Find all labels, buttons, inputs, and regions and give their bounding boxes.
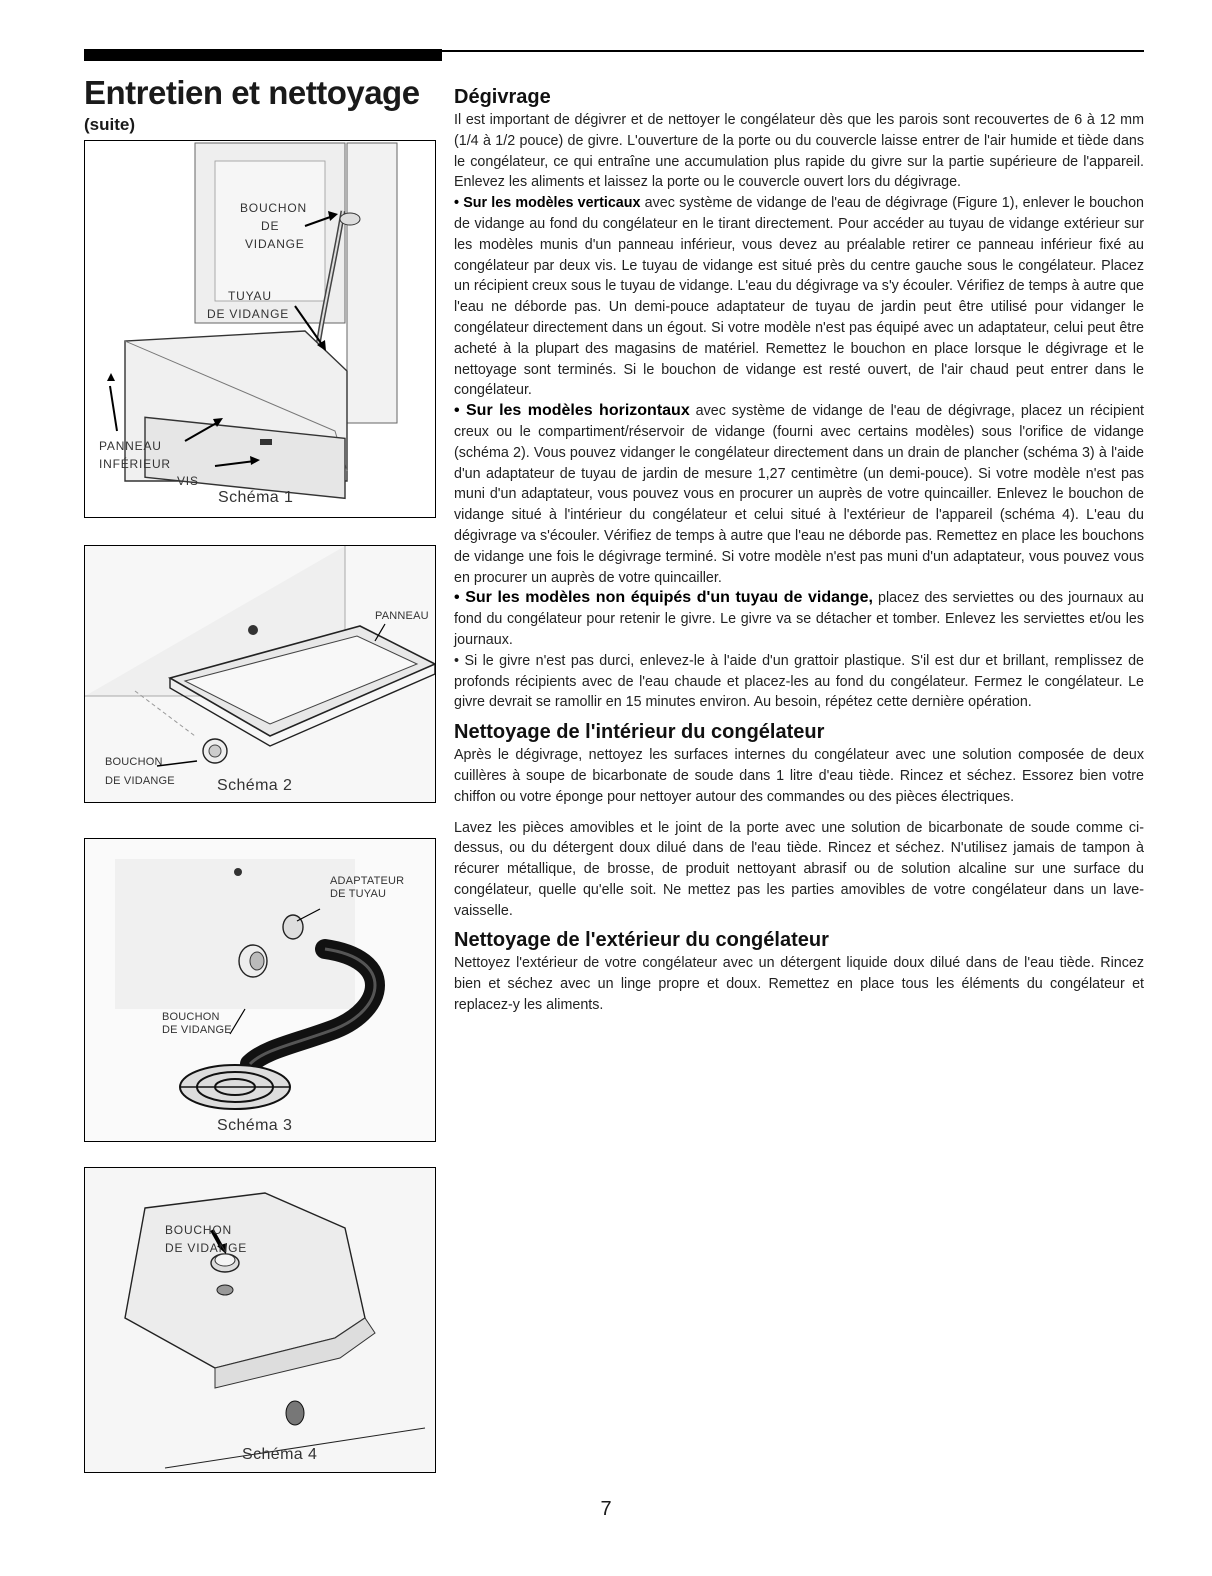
label-de-tuyau: DE TUYAU: [330, 888, 387, 900]
page-subtitle: (suite): [84, 115, 135, 134]
verticaux-text: avec système de vidange de l'eau de dégivrage (Figure 1), enlever le bouchon de vidange au fond du congélateur en le tirant directement. Pour accéder au tuyau de vidange extérieur sur les modèles munis d'un panneau inférieur, vous devez au préalable retirer ce panneau inférieur fixé au congélateur par deux vis. Le tuyau de vidange est situé près du centre gauche sous le congélateur. Placez un récipient creux sous le tuyau de vidange. L'eau du dégivrage va s'y écouler. Vérifiez de temps à autre que l'eau ne déborde pas. Un demi-pouce adaptateur de tuyau de jardin peut être utilisé pour vidanger le congélateur directement dans un égout. Si votre modèle n'est pas équipé avec un adaptateur, celui peut être acheté à la plupart des magasins de matériel. Remettez le bouchon en place lorsque le dégivrage et le nettoyage sont terminés. Si le bouchon de vidange est resté ouvert, de l'air chaud peut entrer dans le congélateur.: [454, 195, 1144, 399]
degivrage-horizontaux: [454, 401, 1144, 588]
degivrage-intro: Il est important de dégivrer et de nettoyer le congélateur dès que les parois sont recouvertes de 6 à 12 mm (1/4 à 1/2 pouce) de givre. L'ouverture de la porte ou du couvercle laisse entrer de l'air humide et tiède dans le congélateur, ce qui entraîne une accumulation plus rapide du givre sur la partie supérieure de l'appareil. Enlevez les aliments et laissez la porte ou le couvercle ouvert lors du dégivrage.: [454, 112, 1144, 191]
label-panneau: PANNEAU: [375, 610, 429, 622]
label-panneau: PANNEAU: [99, 439, 162, 453]
schema-3-caption: Schéma 3: [217, 1117, 293, 1134]
label-de-vidange: DE VIDANGE: [207, 307, 290, 321]
text-column: [454, 84, 1144, 1016]
label-inferieur: INFÉRIEUR: [99, 457, 171, 471]
page-title: Entretien et nettoyage: [84, 74, 420, 111]
header-rule-thin: [442, 50, 1144, 52]
interieur-p1: Après le dégivrage, nettoyez les surfaces internes du congélateur avec une solution composée de deux cuillères à soupe de bicarbonate de soude dans 1 litre d'eau tiède. Rincez et séchez. Essorez bien votre chiffon ou votre éponge pour nettoyer autour des commandes ou des pièces électriques.: [454, 747, 1144, 805]
schema-4-caption: Schéma 4: [242, 1446, 318, 1463]
label-bouchon: BOUCHON: [162, 1011, 220, 1023]
label-vis: VIS: [177, 474, 199, 488]
horizontaux-lead: • Sur les modèles horizontaux: [454, 402, 690, 420]
label-bouchon: BOUCHON: [165, 1223, 232, 1237]
section-title-exterieur: Nettoyage de l'extérieur du congélateur: [454, 929, 829, 952]
label-de-vidange: DE VIDANGE: [162, 1024, 232, 1036]
section-title-degivrage: Dégivrage: [454, 86, 551, 108]
figure-schema-2: [84, 545, 436, 803]
figure-schema-1: [84, 140, 436, 518]
figure-schema-4: [84, 1167, 436, 1473]
interieur-p2: Lavez les pièces amovibles et le joint de la porte avec une solution de bicarbonate de soude comme ci-dessus, ou du détergent doux dilué dans de l'eau tiède. Rincez et séchez. N'utilisez jamais de tampon à récurer métallique, de brosse, de produit nettoyant abrasif ou de solution alcaline sur une surface du congélateur, quelle qu'elle soit. Ne mettez pas les parties amovibles de votre congélateur dans un lave-vaisselle.: [454, 819, 1144, 919]
label-de: DE: [261, 219, 280, 233]
schema-4-illustration: [85, 1168, 436, 1473]
non-equipes-text: placez des serviettes ou des journaux au fond du congélateur pour retenir le givre. Le givre va se détacher et tomber. Enlevez les serviettes et/ou les journaux.: [454, 590, 1145, 648]
label-tuyau: TUYAU: [228, 289, 272, 303]
figure-schema-3: [84, 838, 436, 1142]
degivrage-verticaux: [454, 193, 1144, 401]
label-adaptateur: ADAPTATEUR: [330, 875, 405, 887]
section-title-interieur: Nettoyage de l'intérieur du congélateur: [454, 721, 825, 744]
horizontaux-text: avec système de vidange de l'eau de dégivrage, placez un récipient creux ou le compartiment/réservoir de vidange (fourni avec certains modèles) sous l'orifice de vidange (schéma 2). Vous pouvez vidanger le congélateur directement dans un drain de plancher (schéma 3) à l'aide d'un adaptateur de tuyau de jardin de mesure 1,27 centimètre (un demi-pouce). Si votre modèle n'est pas muni d'un adaptateur, vous pouvez vous en procurer un auprès de votre quincailler. Enlevez le bouchon de vidange situé à l'intérieur du congélateur et celui situé à l'extérieur de l'appareil (schéma 4). L'eau du dégivrage va s'écouler. Vérifiez de temps à autre que l'eau ne déborde pas. Remettez en place les bouchons de vidange une fois le dégivrage terminé. Si votre modèle n'est pas muni d'un adaptateur, vous pouvez vous en procurer un auprès de votre quincailler.: [454, 403, 1144, 586]
header-rule-thick: [84, 49, 442, 61]
non-equipes-lead: • Sur les modèles non équipés d'un tuyau de vidange,: [454, 589, 873, 607]
exterieur-p1: Nettoyez l'extérieur de votre congélateur avec un détergent liquide doux dilué dans de l'eau tiède. Rincez bien et séchez avec un linge propre et doux. Remettez en place tous les éléments du congélateur et replacez-y les aliments.: [454, 955, 1144, 1014]
label-vidange: VIDANGE: [245, 237, 305, 251]
schema-1-caption: Schéma 1: [218, 489, 294, 506]
degivrage-grattoir: • Si le givre n'est pas durci, enlevez-le à l'aide d'un grattoir plastique. S'il est dur et brillant, remplissez de profonds récipients avec de l'eau chaude et placez-les au fond du congélateur. Fermez le congélateur. Le givre devrait se ramollir en 15 minutes environ. Au besoin, répétez cette dernière opération.: [454, 652, 1144, 711]
degivrage-non-equipes: [454, 588, 1144, 650]
label-bouchon: BOUCHON: [105, 756, 163, 768]
verticaux-lead: • Sur les modèles verticaux: [454, 195, 641, 212]
label-de-vidange: DE VIDANGE: [165, 1241, 248, 1255]
label-de-vidange: DE VIDANGE: [105, 775, 175, 787]
schema-2-caption: Schéma 2: [217, 777, 293, 794]
page-number: 7: [600, 1498, 612, 1520]
label-bouchon: BOUCHON: [240, 201, 307, 215]
